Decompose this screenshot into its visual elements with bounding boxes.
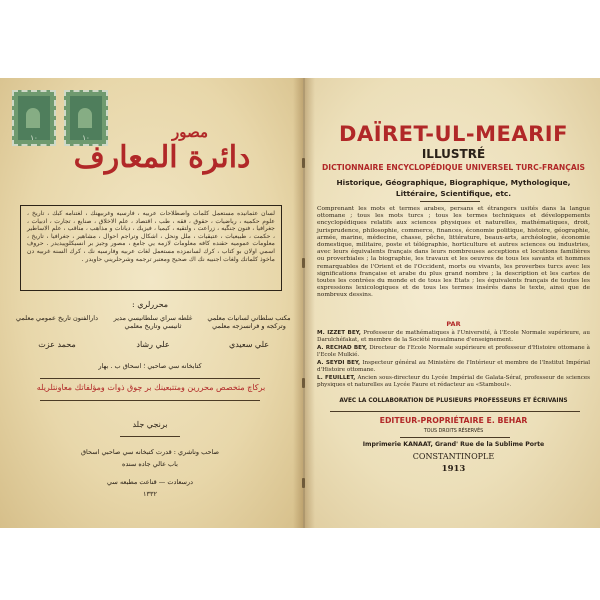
place-date-line: درسعادت — قناعت مطبعه سي bbox=[107, 478, 193, 486]
divider bbox=[40, 378, 260, 379]
description-frame: لسان عثمانيده مستعمل كلمات واصطلاحات عربيه ، فارسيه وغربيهنك ، لغتنامه كبك ، تاريخ ، علوم حكميه ، رياضيات ، حقوق ، فقه ، طب ، اقتصاد ، علم الاخلاق ، صنايع ، تجارت ، ادبيات ، جغرافيا ، فنون جنگيه ، زراعت ، ولتقيه ، كيميا ، فيزيك ، ديانات و مذاهب ، مناقب ، علم الاساطير ، حكمت ، طبيعيات ، عتيقيات ، ملل ونحل ، اشكال وتراجم احوال ، مشاهير ، جغرافيا ، تاريخ ، معلومات عموميه حقنده كافه معلومات لازمه يي جامع ، مصور وجيز بر انسيكلوپيديدر . حروف اسمي اولان بو كتاب ، كرك لسانمزده مستعمل لغات عربيه وفارسيه نك ، كرك السنه غربيه دن ماخوذ كلماتك ولغات اجنبيه نك اك صحيح ومعتبر ترجمه وشرحلريني حاويدر . bbox=[20, 205, 282, 291]
author-description: Professeur de mathématiques à l'Université, à l'Ecole Normale supérieure, au Darulchéfakat, et membre de la Société musulmane d'enseignement. bbox=[317, 330, 590, 343]
binding-stitch bbox=[302, 158, 305, 168]
author-entry bbox=[317, 375, 590, 389]
owner-line: صاحب وناشري : قدرت كتبخانه سي صاحبي اسحاق bbox=[80, 448, 220, 456]
binding-stitch bbox=[302, 378, 305, 388]
postage-stamp: ١٠ bbox=[12, 90, 56, 146]
main-title: DAÏRET-UL-MEARIF bbox=[339, 122, 568, 146]
printer-line: Imprimerie KANAAT, Grand' Rue de la Sublime Porte bbox=[362, 441, 545, 448]
editor-name: علي رشاد bbox=[136, 340, 170, 349]
author-entry bbox=[317, 330, 590, 344]
illustre-label: ILLUSTRÉ bbox=[421, 147, 486, 161]
mosque-icon bbox=[78, 108, 92, 128]
author-name: A. SEYDI BEY, bbox=[317, 360, 361, 366]
author-name: A. RECHAD BEY, bbox=[317, 345, 368, 351]
collaboration-line: AVEC LA COLLABORATION DE PLUSIEURS PROFESSEURS ET ÉCRIVAINS bbox=[339, 398, 568, 404]
editor-role: دارالفنون تاريخ عمومي معلمي bbox=[16, 314, 98, 322]
dictionary-line: DICTIONNAIRE ENCYCLOPÉDIQUE UNIVERSEL TURC-FRANÇAIS bbox=[321, 163, 586, 172]
city-line: CONSTANTINOPLE bbox=[412, 452, 495, 461]
editor-role: غلطه سراي سلطانيسي مدير ثانيسي وتاريخ معلمي bbox=[113, 314, 193, 330]
editor-name: علي سعيدي bbox=[228, 340, 270, 349]
arabic-title-main: دائرة المعارف bbox=[73, 140, 251, 175]
arabic-title-small: مصور bbox=[171, 123, 209, 141]
mosque-icon bbox=[26, 108, 40, 128]
author-entry bbox=[317, 345, 590, 359]
binding-stitch bbox=[302, 478, 305, 488]
editor-name: محمد عزت bbox=[38, 340, 76, 349]
binding-stitch bbox=[302, 258, 305, 268]
divider bbox=[330, 411, 580, 412]
author-entry bbox=[317, 360, 590, 374]
address-line: باب عالي جاده سنده bbox=[122, 460, 178, 468]
divider bbox=[420, 201, 480, 202]
postage-stamp: ١٠ bbox=[64, 90, 108, 146]
author-description: Ancien sous-directeur du Lycée Impérial de Galata-Séraï, professeur de sciences physiques et naturelles au Lycée Faure et rédacteur au «Stamboul». bbox=[317, 375, 591, 388]
author-description: Inspecteur général au Ministère de l'Intérieur et membre de l'Institut Impérial d'Histoire ottomane. bbox=[317, 360, 590, 373]
publisher-line: EDITEUR-PROPRIÉTAIRE E. BEHAR bbox=[379, 416, 528, 425]
rights-line: TOUS DROITS RÉSERVÉS bbox=[423, 429, 484, 434]
subtitle-line-2: Littéraire, Scientifique, etc. bbox=[395, 189, 512, 198]
description-paragraph: Comprenant les mots et termes arabes, persans et étrangers usités dans la langue ottomane ; tous les mots turcs ; tous les termes techniques et développements encyclopédiques relatifs aux sciences physiques et naturelles, mathématiques, droit, jurisprudence, philosophie, commerce, finances, économie politique, histoire, géographie, armée, marine, médecine, chasse, pêche, littérature, beaux-arts, archéologie, économie domestique, militaire, poste et télégraphie, horticulture et autres sciences ou industries, avec leurs équivalents français dans leurs nombreuses acceptions et locutions familières ou proverbiales ; la biographie, les travaux et les oeuvres de tous les savants et hommes remarquables de l'Orient et de l'Occident, morts ou vivants, les proverbes turcs avec les significations française et arabe du plus grand nombre ; la description et les cartes de toutes les contrées du monde et de tous les Etats ; les équivalents français de toutes les expressions lexicologiques et de tous les termes insérés dans le texte, ainsi que de nombreux dessins. bbox=[317, 206, 590, 299]
hijri-year: ١٣٣٢ bbox=[143, 490, 157, 498]
author-name: M. IZZET BEY, bbox=[317, 330, 361, 336]
divider bbox=[120, 436, 180, 437]
divider bbox=[400, 437, 510, 438]
publisher-line: كتابخانه سي صاحبي ؛ اسحاق ب . بهار bbox=[98, 362, 202, 370]
author-description: Directeur de l'Ecole Normale supérieure et professeur d'Histoire ottomane à l'Ecole Mulkié. bbox=[317, 345, 590, 358]
year-line: 1913 bbox=[441, 464, 466, 474]
subtitle-line-1: Historique, Géographique, Biographique, Mythologique, bbox=[336, 178, 571, 187]
divider bbox=[40, 400, 260, 401]
collaboration-line: بركاچ متخصص محررين ومتتبعينك بر چوق ذوات ومؤلفاتك معاونتلريله bbox=[36, 383, 266, 392]
par-label: PAR bbox=[446, 320, 461, 328]
volume-label: برنجي جلد bbox=[132, 420, 168, 429]
author-name: L. FEUILLET, bbox=[317, 375, 356, 381]
editors-label: محررلري : bbox=[131, 300, 169, 309]
editor-role: مكتب سلطاني لسانيات معلمي وتركجه و فرانسزجه معلمي bbox=[207, 314, 291, 330]
